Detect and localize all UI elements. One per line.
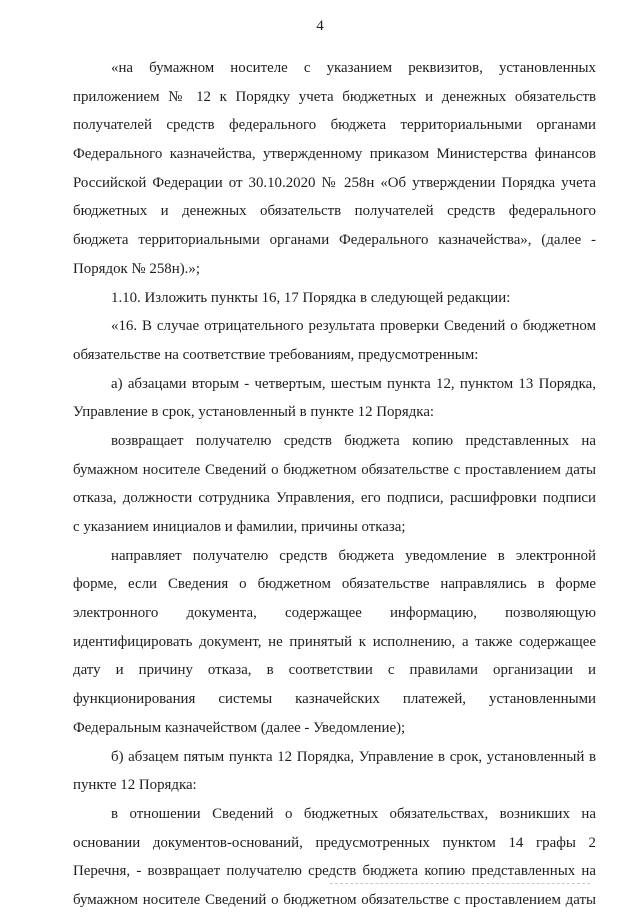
text-line: а) абзацами вторым - четвертым, шестым пункта 12, пунктом 13 Порядка, (111, 375, 596, 392)
text-line: 1.10. Изложить пункты 16, 17 Порядка в следующей редакции: (111, 289, 511, 306)
page-number: 4 (316, 18, 324, 34)
text-line: пункте 12 Порядка: (73, 777, 197, 794)
text-line: получателей средств федерального бюджета территориальными органами (73, 117, 596, 134)
text-line: возвращает получателю средств бюджета копию представленных на (111, 432, 596, 449)
text-line: «16. В случае отрицательного результата проверки Сведений о бюджетном (111, 318, 596, 335)
text-line: основании документов-оснований, предусмотренных пунктом 14 графы 2 (73, 834, 596, 851)
text-line: б) абзацем пятым пункта 12 Порядка, Управление в срок, установленный в (111, 748, 596, 765)
text-line: форме, если Сведения о бюджетном обязательстве направлялись в форме (73, 576, 596, 593)
text-line: Российской Федерации от 30.10.2020 № 258н «Об утверждении Порядка учета (73, 174, 596, 191)
text-line: Порядок № 258н).»; (73, 260, 200, 277)
scan-artifact-line (330, 883, 590, 885)
text-line: отказа, должности сотрудника Управления, его подписи, расшифровки подписи (73, 490, 596, 507)
text-line: Федеральным казначейством (далее - Уведомление); (73, 719, 406, 736)
text-line: обязательстве на соответствие требованиям, предусмотренным: (73, 346, 479, 363)
text-line: бюджета территориальными органами Федерального казначейства», (далее - (73, 232, 596, 249)
text-line: Перечня, - возвращает получателю средств бюджета копию представленных на (73, 863, 596, 880)
text-line: с указанием инициалов и фамилии, причины отказа; (73, 519, 406, 535)
text-line: дату и причину отказа, в соответствии с правилами организации и (73, 662, 596, 679)
text-line: приложением № 12 к Порядку учета бюджетных и денежных обязательств (73, 88, 596, 105)
text-line: направляет получателю средств бюджета уведомление в электронной (111, 547, 596, 564)
text-line: бумажном носителе Сведений о бюджетном обязательстве с проставлением даты (73, 461, 596, 478)
text-line: электронного документа, содержащее информацию, позволяющую (73, 605, 596, 622)
document-body (73, 54, 596, 915)
text-line: Управление в срок, установленный в пункте 12 Порядка: (73, 404, 435, 421)
text-line: «на бумажном носителе с указанием реквизитов, установленных (111, 60, 596, 76)
text-line: бумажном носителе Сведений о бюджетном обязательстве с проставлением даты (73, 891, 596, 908)
text-line: Федерального казначейства, утвержденному приказом Министерства финансов (73, 146, 596, 163)
text-line: бюджетных и денежных обязательств получателей средств федерального (73, 203, 596, 220)
text-line: функционирования системы казначейских платежей, установленными (73, 691, 596, 708)
text-line: в отношении Сведений о бюджетных обязательствах, возникших на (111, 805, 596, 822)
text-line: идентифицировать документ, не принятый к исполнению, а также содержащее (73, 633, 596, 650)
